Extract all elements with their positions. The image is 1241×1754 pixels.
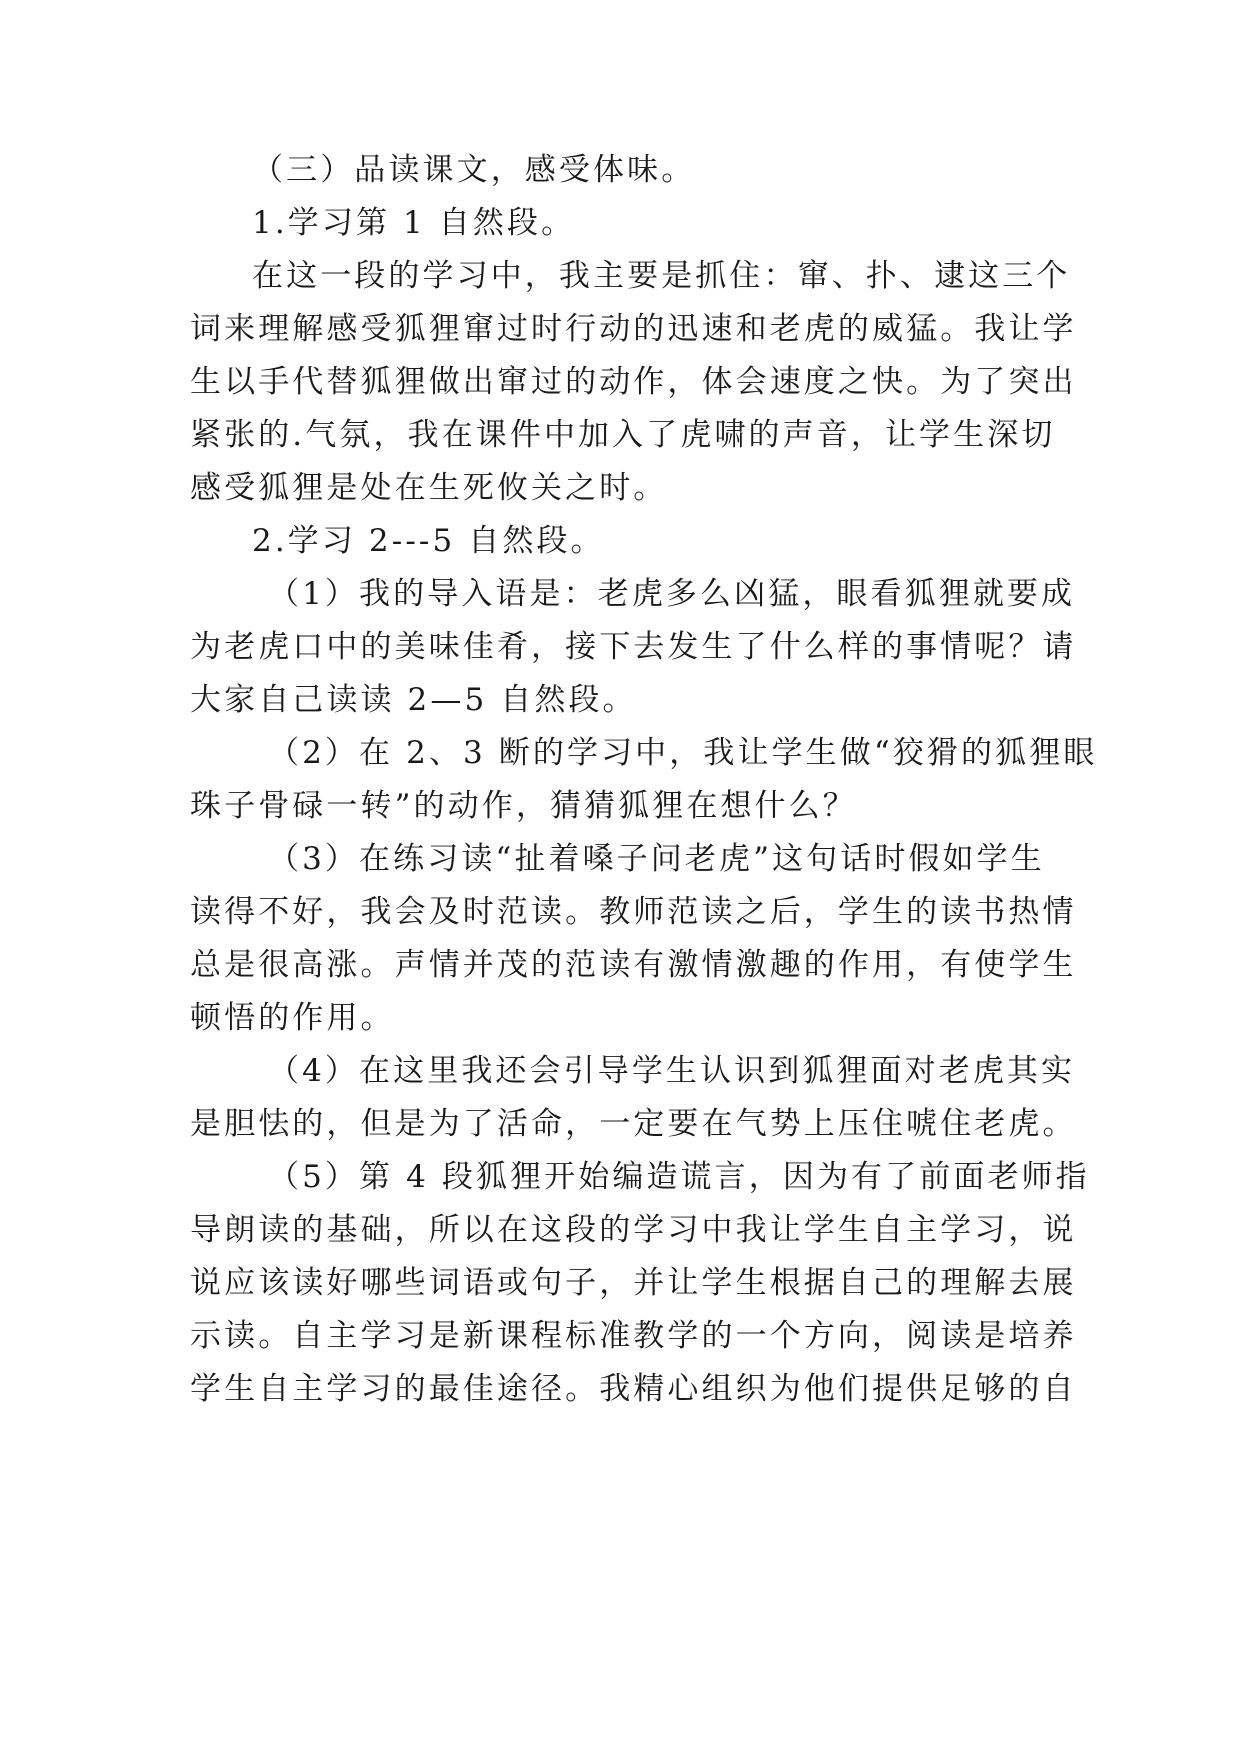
- paragraph-line: 说应该读好哪些词语或句子，并让学生根据自己的理解去展: [190, 1265, 1077, 1301]
- paragraph-line: 导朗读的基础，所以在这段的学习中我让学生自主学习，说: [190, 1212, 1077, 1248]
- paragraph-line: 生以手代替狐狸做出窜过的动作，体会速度之快。为了突出: [190, 364, 1077, 400]
- paragraph-line: 为老虎口中的美味佳肴，接下去发生了什么样的事情呢？请: [190, 629, 1077, 665]
- paragraph-line: 是胆怯的，但是为了活命，一定要在气势上压住唬住老虎。: [190, 1106, 1077, 1142]
- subheading-2: 2.学习 2---5 自然段。: [252, 523, 605, 559]
- paragraph-line: 总是很高涨。声情并茂的范读有激情激趣的作用，有使学生: [190, 947, 1077, 983]
- paragraph-line: （2）在 2、3 断的学习中，我让学生做“狡猾的狐狸眼: [268, 735, 1098, 771]
- paragraph-line: （3）在练习读“扯着嗓子问老虎”这句话时假如学生: [268, 841, 1045, 877]
- paragraph-line: 读得不好，我会及时范读。教师范读之后，学生的读书热情: [190, 894, 1077, 930]
- section-heading: （三）品读课文，感受体味。: [252, 152, 696, 188]
- subheading-1: 1.学习第 1 自然段。: [252, 205, 576, 241]
- paragraph-line: 在这一段的学习中，我主要是抓住：窜、扑、逮这三个: [252, 258, 1071, 294]
- paragraph-line: （5）第 4 段狐狸开始编造谎言，因为有了前面老师指: [268, 1159, 1090, 1195]
- paragraph-line: （4）在这里我还会引导学生认识到狐狸面对老虎其实: [268, 1053, 1076, 1089]
- paragraph-line: 词来理解感受狐狸窜过时行动的迅速和老虎的威猛。我让学: [190, 311, 1077, 347]
- paragraph-line: 珠子骨碌一转”的动作，猜猜狐狸在想什么？: [190, 788, 857, 824]
- paragraph-line: （1）我的导入语是：老虎多么凶猛，眼看狐狸就要成: [268, 576, 1076, 612]
- paragraph-line: 紧张的.气氛，我在课件中加入了虎啸的声音，让学生深切: [190, 417, 1056, 453]
- paragraph-line: 大家自己读读 2—5 自然段。: [190, 682, 637, 718]
- paragraph-line: 感受狐狸是处在生死攸关之时。: [190, 470, 668, 506]
- paragraph-line: 顿悟的作用。: [190, 1000, 395, 1036]
- paragraph-line: 学生自主学习的最佳途径。我精心组织为他们提供足够的自: [190, 1371, 1077, 1407]
- paragraph-line: 示读。自主学习是新课程标准教学的一个方向，阅读是培养: [190, 1318, 1077, 1354]
